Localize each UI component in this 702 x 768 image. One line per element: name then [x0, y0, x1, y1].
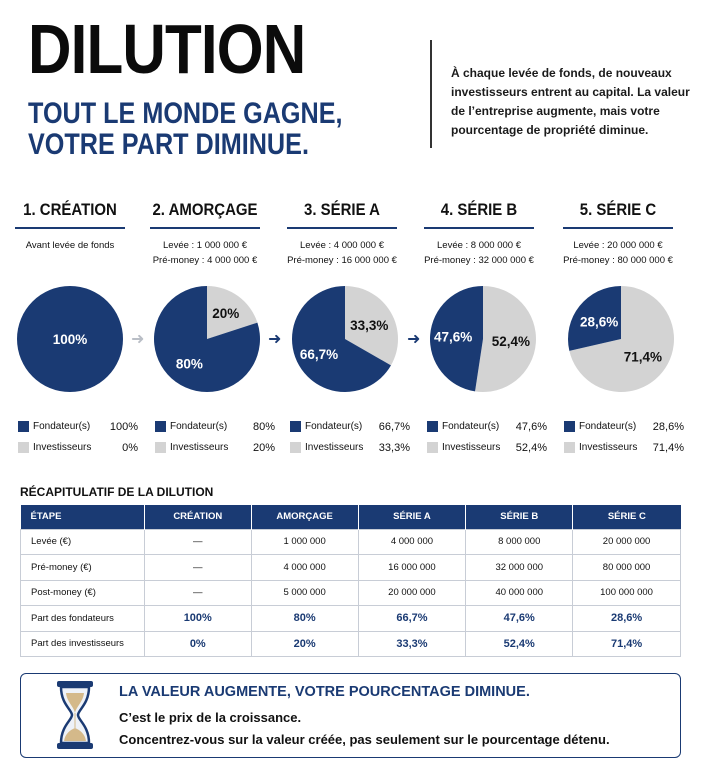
table-cell: 80 000 000: [573, 555, 681, 581]
table-cell: 80%: [251, 606, 358, 632]
table-row: [21, 631, 681, 657]
table-cell: 4 000 000: [358, 529, 466, 555]
hourglass-icon: [55, 680, 95, 750]
column-header: SÉRIE C: [573, 505, 681, 529]
legend-swatch-investors: [290, 442, 301, 453]
stage-info: [553, 238, 683, 268]
legend-label-founders: Fondateur(s): [579, 421, 637, 432]
legend-creation: [18, 416, 138, 458]
legend-label-investors: Investisseurs: [33, 442, 92, 453]
legend-swatch-investors: [18, 442, 29, 453]
legend-amorcage: [155, 416, 275, 458]
stage-info-line-1: Levée : 8 000 000 €: [437, 240, 521, 251]
pie-label-investors: 33,3%: [350, 317, 389, 333]
table-cell: 71,4%: [573, 631, 681, 657]
legend-serie-b: [427, 416, 547, 458]
legend-serie-a: [290, 416, 410, 458]
table-cell: 20%: [251, 631, 358, 657]
stage-underline: [15, 227, 125, 229]
arrow-right-icon: ➜: [268, 331, 282, 348]
stage-header-amorcage: [140, 200, 270, 268]
legend-swatch-founders: [427, 421, 438, 432]
table-header-row: [21, 505, 681, 529]
table-cell: Levée (€): [21, 529, 145, 555]
legend-row-founders: [564, 416, 684, 437]
legend-label-founders: Fondateur(s): [305, 421, 363, 432]
legend-value-founders: 28,6%: [652, 420, 684, 433]
table-cell: 100 000 000: [573, 580, 681, 606]
table-row: [21, 529, 681, 555]
legend-row-investors: [18, 437, 138, 458]
stage-info-line-1: Avant levée de fonds: [25, 240, 115, 251]
column-header: SÉRIE B: [466, 505, 573, 529]
legend-swatch-founders: [155, 421, 166, 432]
pie-chart-creation: [15, 284, 125, 394]
column-header: CRÉATION: [144, 505, 251, 529]
table-cell: 8 000 000: [466, 529, 573, 555]
legend-label-founders: Fondateur(s): [170, 421, 228, 432]
stage-info: [140, 238, 270, 268]
stage-info-line-1: Levée : 4 000 000 €: [300, 240, 384, 251]
stage-info-line-1: Levée : 20 000 000 €: [573, 240, 663, 251]
table-cell: 0%: [144, 631, 251, 657]
pie-label-founders: 80%: [175, 356, 203, 372]
legend-row-founders: [155, 416, 275, 437]
legend-swatch-founders: [18, 421, 29, 432]
pie-chart-amorcage: [152, 284, 262, 394]
pie-label-founders: 66,7%: [299, 347, 339, 363]
table-cell: 52,4%: [466, 631, 573, 657]
pie-chart-serie-b: [428, 284, 538, 394]
legend-value-founders: 80%: [252, 420, 275, 433]
table-cell: 33,3%: [358, 631, 466, 657]
legend-row-investors: [564, 437, 684, 458]
table-cell: 28,6%: [573, 606, 681, 632]
legend-label-investors: Investisseurs: [170, 442, 229, 453]
table-cell: 20 000 000: [573, 529, 681, 555]
stage-underline: [287, 227, 397, 229]
legend-row-investors: [290, 437, 410, 458]
stage-title: 1. CRÉATION: [23, 200, 117, 219]
legend-serie-c: [564, 416, 684, 458]
legend-row-founders: [18, 416, 138, 437]
stage-info-line-1: Levée : 1 000 000 €: [163, 240, 247, 251]
legend-label-founders: Fondateur(s): [33, 421, 91, 432]
table-cell: 1 000 000: [251, 529, 358, 555]
table-cell: 100%: [144, 606, 251, 632]
table-row: [21, 580, 681, 606]
stage-info: [414, 238, 544, 268]
legend-swatch-investors: [155, 442, 166, 453]
stage-title: 3. SÉRIE A: [304, 200, 380, 219]
legend-swatch-founders: [290, 421, 301, 432]
stage-info: [5, 238, 135, 253]
pie-label-investors: 20%: [212, 306, 240, 322]
table-cell: —: [144, 529, 251, 555]
table-cell: 16 000 000: [358, 555, 466, 581]
legend-value-investors: 71,4%: [652, 441, 684, 454]
stage-info-line-2: Pré-money : 80 000 000 €: [563, 255, 673, 266]
pie-chart-serie-c: [566, 284, 676, 394]
table-cell: 32 000 000: [466, 555, 573, 581]
arrow-right-icon: ➜: [407, 331, 421, 348]
stage-header-creation: [5, 200, 135, 253]
table-cell: —: [144, 555, 251, 581]
legend-swatch-investors: [564, 442, 575, 453]
pie-label-founders: 100%: [52, 332, 88, 347]
pie-label-investors: 71,4%: [623, 349, 663, 365]
legend-value-founders: 47,6%: [515, 420, 547, 433]
summary-title: RÉCAPITULATIF DE LA DILUTION: [20, 485, 214, 499]
table-cell: Post-money (€): [21, 580, 145, 606]
pie-label-founders: 47,6%: [433, 329, 473, 345]
stage-title: 4. SÉRIE B: [440, 200, 518, 219]
legend-value-investors: 20%: [252, 441, 275, 454]
legend-row-founders: [427, 416, 547, 437]
callout-box: [20, 673, 681, 758]
column-header: ÉTAPE: [21, 505, 145, 529]
pie-label-founders: 28,6%: [579, 314, 619, 330]
stage-info-line-2: Pré-money : 16 000 000 €: [287, 255, 397, 266]
legend-value-founders: 100%: [109, 420, 138, 433]
pie-chart-serie-a: [290, 284, 400, 394]
stage-info-line-2: Pré-money : 32 000 000 €: [424, 255, 534, 266]
legend-value-founders: 66,7%: [378, 420, 410, 433]
pie-label-investors: 52,4%: [491, 334, 531, 350]
subtitle-line-1: TOUT LE MONDE GAGNE,: [28, 97, 343, 130]
legend-value-investors: 0%: [122, 441, 138, 454]
callout-title: LA VALEUR AUGMENTE, VOTRE POURCENTAGE DIMINUE.: [119, 684, 530, 700]
callout-line-2: Concentrez-vous sur la valeur créée, pas seulement sur le pourcentage détenu.: [119, 732, 610, 747]
table-cell: 40 000 000: [466, 580, 573, 606]
stage-info: [277, 238, 407, 268]
legend-row-investors: [155, 437, 275, 458]
legend-swatch-investors: [427, 442, 438, 453]
table-cell: 20 000 000: [358, 580, 466, 606]
column-header: SÉRIE A: [358, 505, 466, 529]
stage-title: 5. SÉRIE C: [579, 200, 657, 219]
legend-swatch-founders: [564, 421, 575, 432]
stage-header-serie-a: [277, 200, 407, 268]
table-cell: Part des investisseurs: [21, 631, 145, 657]
legend-value-investors: 33,3%: [378, 441, 410, 454]
table-row: [21, 606, 681, 632]
stage-header-serie-b: [414, 200, 544, 268]
legend-label-investors: Investisseurs: [442, 442, 501, 453]
arrow-right-icon: ➜: [131, 331, 145, 348]
table-cell: 66,7%: [358, 606, 466, 632]
table-cell: Pré-money (€): [21, 555, 145, 581]
legend-label-founders: Fondateur(s): [442, 421, 500, 432]
table-cell: 4 000 000: [251, 555, 358, 581]
page-subtitle: [28, 98, 343, 160]
callout-line-1: C’est le prix de la croissance.: [119, 710, 302, 725]
stage-info-line-2: Pré-money : 4 000 000 €: [152, 255, 258, 266]
table-row: [21, 555, 681, 581]
legend-row-investors: [427, 437, 547, 458]
stage-header-serie-c: [553, 200, 683, 268]
intro-text: À chaque levée de fonds, de nouveaux investisseurs entrent au capital. La valeur de l’entreprise augmente, mais votre pourcentage de propriété diminue.: [451, 66, 690, 137]
stage-underline: [563, 227, 673, 229]
table-cell: 47,6%: [466, 606, 573, 632]
table-cell: —: [144, 580, 251, 606]
legend-row-founders: [290, 416, 410, 437]
column-header: AMORÇAGE: [251, 505, 358, 529]
legend-label-investors: Investisseurs: [305, 442, 364, 453]
subtitle-line-2: VOTRE PART DIMINUE.: [28, 128, 309, 161]
summary-table: [20, 505, 681, 657]
stage-underline: [424, 227, 534, 229]
legend-value-investors: 52,4%: [515, 441, 547, 454]
stage-title: 2. AMORÇAGE: [152, 200, 258, 219]
page-title: DILUTION: [28, 10, 306, 88]
intro-divider: [430, 40, 432, 148]
table-cell: Part des fondateurs: [21, 606, 145, 632]
table-cell: 5 000 000: [251, 580, 358, 606]
legend-label-investors: Investisseurs: [579, 442, 638, 453]
stage-underline: [150, 227, 260, 229]
